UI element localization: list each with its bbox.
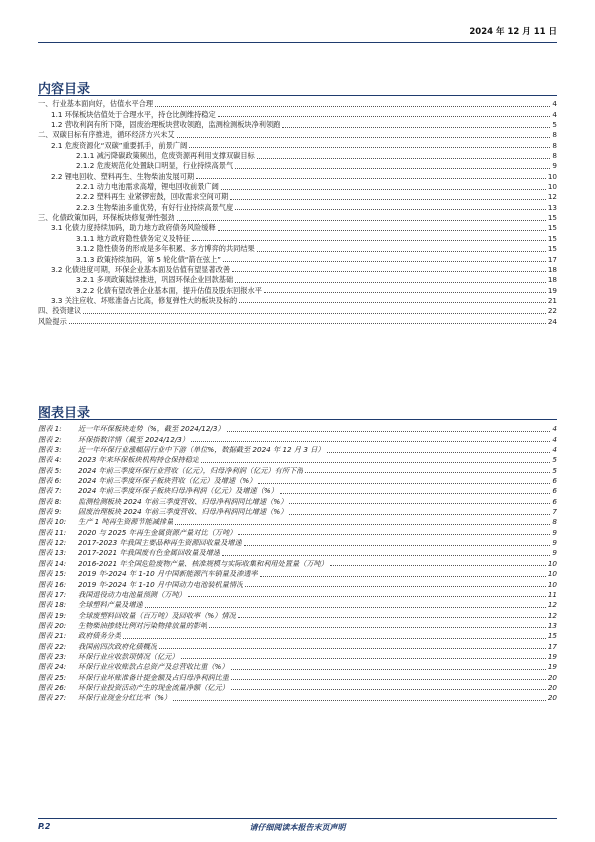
toc-entry-label: 3.3 关注应收、坏账准备占比高，修复弹性大的板块及标的 — [51, 295, 238, 305]
figure-caption: 2023 年来环保板块机构持仓保持稳定 — [78, 455, 200, 465]
toc-entry-label: 3.2 化债进度可期，环保企业基本面及估值有望显著改善 — [51, 264, 231, 274]
toc-page-number: 19 — [547, 651, 557, 661]
figure-entry[interactable] — [38, 455, 557, 465]
toc-page-number: 6 — [552, 486, 557, 496]
figure-caption: 2017-2021 年我国废有色金属回收量及增速 — [78, 548, 221, 558]
toc-entry-text — [76, 182, 219, 192]
toc-entry-text — [76, 255, 221, 265]
dot-leader — [209, 627, 545, 628]
toc-entry-text — [38, 317, 67, 327]
figure-entry[interactable] — [38, 641, 557, 651]
toc-entry-text — [38, 455, 199, 465]
toc-entry-text — [38, 642, 157, 652]
toc-entry[interactable] — [38, 306, 557, 316]
figure-caption: 2016-2021 年全国危险废物产量、核准规模与实际收集和利用处置量（万吨） — [78, 558, 328, 568]
figure-entry[interactable] — [38, 662, 557, 672]
figure-number: 图表 5: — [38, 465, 62, 475]
toc-entry-label: 3.1 化债力度持续加码，助力地方政府债务风险缓释 — [51, 223, 216, 233]
dot-leader — [280, 493, 551, 494]
dot-leader — [83, 313, 546, 314]
toc-page-number: 17 — [547, 641, 557, 651]
figure-caption: 固废治理板块 2024 年前三季度营收、归母净利润同比增速（%） — [78, 507, 288, 517]
toc-entry-text — [76, 161, 233, 171]
toc-entry-text — [51, 265, 230, 275]
toc-entry[interactable] — [38, 182, 557, 192]
figure-number: 图表 26: — [38, 682, 67, 692]
toc-entry[interactable] — [38, 99, 557, 109]
figure-number: 图表 12: — [38, 538, 67, 548]
figure-caption: 环保行业现金分红比率（%） — [78, 693, 172, 703]
toc-entry-text — [51, 110, 216, 120]
toc-entry-text — [38, 497, 287, 507]
figure-caption: 全球塑料产量及增速 — [78, 600, 143, 610]
figure-entry[interactable] — [38, 652, 557, 662]
report-date: 2024 年 12 月 11 日 — [469, 27, 557, 37]
figure-entry[interactable] — [38, 465, 557, 475]
toc-entry[interactable] — [38, 223, 557, 233]
toc-entry-text — [76, 286, 262, 296]
figure-entry[interactable] — [38, 569, 557, 579]
dot-leader — [289, 503, 550, 504]
dot-leader — [189, 147, 550, 148]
toc-page-number: 6 — [552, 496, 557, 506]
dot-leader — [231, 679, 546, 680]
toc-entry-label: 二、双碳目标有序推进，循环经济方兴未艾 — [38, 130, 175, 140]
toc-entry-label: 3.1.1 地方政府隐性债务定义及特征 — [76, 233, 191, 243]
dot-leader — [238, 617, 546, 618]
toc-entry[interactable] — [38, 192, 557, 202]
figure-caption: 环保行业投资活动产生的现金流量净额（亿元） — [78, 682, 229, 692]
toc-entry[interactable] — [38, 244, 557, 254]
toc-page-number: 9 — [552, 548, 557, 558]
toc-page-number: 15 — [547, 213, 557, 223]
toc-entry-label: 1.1 环保板块估值处于合理水平，持仓比例维持稳定 — [51, 109, 216, 119]
dot-leader — [235, 282, 546, 283]
toc-entry-label: 2.2.2 塑料再生 业紧锣密鼓，回收需求空间可期 — [76, 192, 229, 202]
toc-page-number: 13 — [547, 620, 557, 630]
figure-caption: 环保指数详情（截至 2024/12/3） — [78, 434, 190, 444]
toc-page-number: 10 — [547, 171, 557, 181]
figure-caption: 监测检测板块 2024 年前三季度营收、归母净利润同比增速（%） — [78, 496, 288, 506]
toc-entry-label: 2.1 危废资源化“双碳”重要抓手，前景广阔 — [51, 140, 188, 150]
toc-entry-label: 1.2 营收利润有所下降，固废治理板块营收领跑，监测检测板块净利领跑 — [51, 120, 281, 130]
toc-page-number: 5 — [552, 455, 557, 465]
toc-page-number: 19 — [547, 285, 557, 295]
toc-entry[interactable] — [38, 254, 557, 264]
figure-entry[interactable] — [38, 486, 557, 496]
toc-page-number: 8 — [552, 151, 557, 161]
dot-leader — [223, 261, 546, 262]
figure-caption: 我国退役动力电池量预测（万吨） — [78, 589, 186, 599]
dot-leader — [222, 555, 550, 556]
figure-entry[interactable] — [38, 610, 557, 620]
figure-number: 图表 19: — [38, 610, 67, 620]
toc-entry-text — [38, 476, 256, 486]
toc-entry[interactable] — [38, 202, 557, 212]
toc-entry[interactable] — [38, 296, 557, 306]
dot-leader — [191, 441, 550, 442]
toc-page-number: 15 — [547, 631, 557, 641]
toc-entry-text — [38, 99, 153, 109]
figure-caption: 2024 年前三季度环保行业营收（亿元），归母净利润（亿元）有所下滑 — [78, 465, 304, 475]
figure-number: 图表 27: — [38, 693, 67, 703]
figure-entry[interactable] — [38, 445, 557, 455]
toc-entry-text — [76, 151, 255, 161]
figure-entry[interactable] — [38, 558, 557, 568]
toc-entry-label: 2.2.1 动力电池需求高增，锂电回收前景广阔 — [76, 182, 219, 192]
figure-number: 图表 18: — [38, 600, 67, 610]
figure-entry[interactable] — [38, 683, 557, 693]
dot-leader — [231, 669, 546, 670]
dot-leader — [181, 658, 546, 659]
toc-entry-text — [38, 507, 287, 517]
toc-page-number: 20 — [547, 682, 557, 692]
toc-entry-label: 3.1.3 政策持续加码，第 5 轮化债“箭在弦上” — [76, 254, 221, 264]
toc-page-number: 9 — [552, 538, 557, 548]
figure-entry[interactable] — [38, 517, 557, 527]
toc-page-number: 20 — [547, 693, 557, 703]
dot-leader — [221, 189, 546, 190]
page-number: P.2 — [38, 822, 51, 831]
dot-leader — [177, 220, 546, 221]
dot-leader — [177, 137, 551, 138]
toc-page-number: 8 — [552, 140, 557, 150]
toc-entry[interactable] — [38, 213, 557, 223]
dot-leader — [257, 251, 546, 252]
dot-leader — [173, 700, 546, 701]
figure-caption: 2024 年前三季度环保子板块归母净利润（亿元）及增速（%） — [78, 486, 278, 496]
toc-page-number: 10 — [547, 182, 557, 192]
figure-number: 图表 11: — [38, 527, 67, 537]
toc-entry-text — [51, 141, 187, 151]
dot-leader — [289, 514, 550, 515]
figure-number: 图表 23: — [38, 651, 67, 661]
toc-entry-text — [38, 693, 171, 703]
toc-entry-text — [38, 424, 225, 434]
toc-page-number: 7 — [552, 507, 557, 517]
figure-number: 图表 21: — [38, 631, 67, 641]
toc-entry-text — [38, 559, 328, 569]
toc-entry[interactable] — [38, 171, 557, 181]
dot-leader — [330, 565, 546, 566]
dot-leader — [196, 178, 546, 179]
toc-entry-text — [38, 683, 229, 693]
toc-entry-text — [38, 486, 278, 496]
toc-entry-label: 2.2 锂电回收、塑料再生、生物柴油发展可期 — [51, 171, 195, 181]
figure-number: 图表 4: — [38, 455, 62, 465]
dot-leader — [235, 168, 550, 169]
figure-caption: 近一年环保行业涨幅居行业中下游（单位%，数据截至 2024 年 12 月 3 日） — [78, 445, 325, 455]
toc-entry[interactable] — [38, 316, 557, 326]
figure-number: 图表 3: — [38, 445, 62, 455]
figure-number: 图表 9: — [38, 507, 62, 517]
dot-leader — [69, 323, 546, 324]
figure-caption: 环保行业坏账准备计提金额及占归母净利润比重 — [78, 672, 229, 682]
toc-page-number: 6 — [552, 476, 557, 486]
toc-entry-text — [38, 306, 81, 316]
disclaimer-note: 请仔细阅读本报告末页声明 — [249, 823, 346, 832]
toc-entry-text — [38, 435, 189, 445]
dot-leader — [175, 524, 550, 525]
figure-entry[interactable] — [38, 631, 557, 641]
page-footer — [38, 818, 557, 835]
toc-entry-label: 3.2.1 多项政策陆续推进，巩固环保企业回款基础 — [76, 275, 234, 285]
toc-entry-text — [38, 569, 258, 579]
dot-leader — [260, 576, 546, 577]
toc-page-number: 9 — [552, 161, 557, 171]
dot-leader — [218, 116, 551, 117]
toc-entry-text — [38, 580, 243, 590]
toc-entry[interactable] — [38, 151, 557, 161]
toc-entry-text — [51, 223, 216, 233]
toc-entry-text — [76, 203, 233, 213]
toc-entry-label: 3.2.2 化债有望改善企业基本面，提升估值及股东回报水平 — [76, 285, 262, 295]
toc-page-number: 18 — [547, 264, 557, 274]
toc-entry-text — [51, 296, 237, 306]
toc-entry-text — [38, 631, 121, 641]
dot-leader — [218, 230, 546, 231]
dot-leader — [188, 596, 546, 597]
dot-leader — [282, 127, 550, 128]
toc-entry-text — [38, 611, 236, 621]
toc-entry-text — [38, 213, 175, 223]
toc-page-number: 4 — [552, 424, 557, 434]
toc-entry-text — [38, 445, 325, 455]
toc-entry-text — [38, 466, 303, 476]
figure-number: 图表 14: — [38, 558, 67, 568]
dot-leader — [245, 586, 546, 587]
figure-caption: 近一年环保板块走势（%，截至 2024/12/3） — [78, 424, 225, 434]
toc-page-number: 9 — [552, 527, 557, 537]
toc-entry-text — [38, 538, 242, 548]
figure-caption: 生产 1 吨再生资源节能减排量 — [78, 517, 174, 527]
figure-entry[interactable] — [38, 538, 557, 548]
toc-page-number: 12 — [547, 610, 557, 620]
dot-leader — [201, 462, 550, 463]
figure-number: 图表 10: — [38, 517, 67, 527]
dot-leader — [264, 292, 546, 293]
toc-page-number: 4 — [552, 109, 557, 119]
figure-entry[interactable] — [38, 579, 557, 589]
toc-page-number: 15 — [547, 223, 557, 233]
dot-leader — [327, 452, 551, 453]
dot-leader — [155, 106, 550, 107]
toc-entry[interactable] — [38, 275, 557, 285]
toc-entry-text — [76, 244, 255, 254]
toc-page-number: 12 — [547, 192, 557, 202]
figure-entry[interactable] — [38, 600, 557, 610]
toc-page-number: 15 — [547, 233, 557, 243]
toc-entry[interactable] — [38, 140, 557, 150]
dot-leader — [123, 638, 546, 639]
toc-entry[interactable] — [38, 161, 557, 171]
toc-page-number: 4 — [552, 99, 557, 109]
figures-title: 图表目录 — [38, 406, 91, 421]
dot-leader — [244, 545, 551, 546]
toc-entry[interactable] — [38, 109, 557, 119]
toc-entry[interactable] — [38, 130, 557, 140]
toc-page-number: 13 — [547, 202, 557, 212]
figure-number: 图表 13: — [38, 548, 67, 558]
toc-page-number: 11 — [547, 589, 557, 599]
toc-entry-label: 2.1.2 危废规范化处置缺口明显，行业持续高景气 — [76, 161, 234, 171]
table-of-contents — [38, 99, 557, 327]
figure-number: 图表 6: — [38, 476, 62, 486]
toc-page-number: 10 — [547, 569, 557, 579]
toc-entry-label: 风险提示 — [38, 316, 67, 326]
figures-title-rule — [38, 419, 557, 420]
toc-entry-text — [76, 275, 233, 285]
toc-entry-text — [51, 120, 280, 130]
toc-entry-text — [76, 234, 190, 244]
figure-entry[interactable] — [38, 621, 557, 631]
dot-leader — [192, 240, 546, 241]
figure-caption: 2019 年-2024 年 1-10 月中国动力电池装机量情况 — [78, 579, 244, 589]
figure-caption: 我国前四次政府化债概况 — [78, 641, 158, 651]
dot-leader — [238, 534, 550, 535]
toc-entry-text — [38, 528, 236, 538]
toc-entry-text — [51, 172, 194, 182]
figure-number: 图表 15: — [38, 569, 67, 579]
figure-caption: 政府债务分类 — [78, 631, 122, 641]
dot-leader — [232, 271, 546, 272]
figure-entry[interactable] — [38, 590, 557, 600]
figure-number: 图表 8: — [38, 496, 62, 506]
figure-entry[interactable] — [38, 434, 557, 444]
figure-caption: 环保行业应收款项情况（亿元） — [78, 651, 179, 661]
toc-page-number: 22 — [547, 306, 557, 316]
toc-entry-label: 一、行业基本面向好，估值水平合理 — [38, 99, 154, 109]
figure-number: 图表 7: — [38, 486, 62, 496]
toc-page-number: 12 — [547, 600, 557, 610]
figure-number: 图表 20: — [38, 620, 67, 630]
figure-number: 图表 22: — [38, 641, 67, 651]
toc-entry-text — [38, 590, 186, 600]
dot-leader — [235, 209, 546, 210]
toc-page-number: 21 — [547, 295, 557, 305]
toc-entry-label: 2.1.1 减污降碳政策频出，危废资源再利用支撑双碳目标 — [76, 151, 255, 161]
figure-number: 图表 1: — [38, 424, 62, 434]
toc-entry-text — [38, 652, 179, 662]
toc-page-number: 4 — [552, 434, 557, 444]
toc-entry-text — [38, 673, 229, 683]
figure-number: 图表 2: — [38, 434, 62, 444]
figure-caption: 全球废塑料回收量（百万吨）及回收率（%）情况 — [78, 610, 236, 620]
figure-entry[interactable] — [38, 527, 557, 537]
dot-leader — [159, 648, 546, 649]
figure-number: 图表 24: — [38, 662, 67, 672]
contents-title: 内容目录 — [38, 82, 91, 97]
toc-entry[interactable] — [38, 120, 557, 130]
toc-page-number: 15 — [547, 244, 557, 254]
toc-entry-text — [38, 517, 173, 527]
toc-entry-text — [38, 662, 229, 672]
toc-page-number: 5 — [552, 120, 557, 130]
contents-title-rule — [38, 95, 557, 96]
list-of-figures — [38, 424, 557, 703]
toc-entry-text — [76, 192, 228, 202]
toc-entry-text — [38, 130, 175, 140]
dot-leader — [227, 431, 551, 432]
toc-entry[interactable] — [38, 265, 557, 275]
toc-entry-text — [38, 548, 220, 558]
toc-page-number: 24 — [547, 316, 557, 326]
dot-leader — [258, 483, 550, 484]
dot-leader — [231, 689, 546, 690]
figure-entry[interactable] — [38, 548, 557, 558]
figure-entry[interactable] — [38, 476, 557, 486]
toc-entry-label: 2.2.3 生物柴油多重优势，有好行业持续高景气度 — [76, 202, 234, 212]
toc-entry-label: 3.1.2 隐性债务的形成是多年积累、多方博弈的共同结果 — [76, 244, 255, 254]
toc-entry-text — [38, 600, 143, 610]
figure-caption: 生物柴油掺烧比例对污染物排放量的影响 — [78, 620, 208, 630]
toc-entry-text — [38, 621, 207, 631]
toc-page-number: 17 — [547, 254, 557, 264]
figure-entry[interactable] — [38, 424, 557, 434]
toc-page-number: 10 — [547, 579, 557, 589]
dot-leader — [145, 607, 546, 608]
toc-page-number: 4 — [552, 445, 557, 455]
figure-caption: 2020 与 2025 年再生金属资源产量对比（万吨） — [78, 527, 237, 537]
toc-entry[interactable] — [38, 285, 557, 295]
figure-number: 图表 25: — [38, 672, 67, 682]
figure-caption: 2024 年前三季度环保子板块营收（亿元）及增速（%） — [78, 476, 257, 486]
figure-caption: 2019 年-2024 年 1-10 月中国新能源汽车销量及渗透率 — [78, 569, 258, 579]
toc-page-number: 8 — [552, 517, 557, 527]
figure-entry[interactable] — [38, 693, 557, 703]
toc-entry[interactable] — [38, 233, 557, 243]
figure-entry[interactable] — [38, 672, 557, 682]
dot-leader — [305, 472, 550, 473]
toc-entry-label: 四、投资建议 — [38, 306, 82, 316]
page-header — [38, 24, 557, 43]
figure-number: 图表 16: — [38, 579, 67, 589]
dot-leader — [239, 302, 546, 303]
toc-page-number: 18 — [547, 275, 557, 285]
dot-leader — [230, 199, 546, 200]
toc-page-number: 20 — [547, 672, 557, 682]
figure-caption: 2017-2023 年我国主要品种再生资源回收量及增速 — [78, 538, 242, 548]
dot-leader — [257, 158, 551, 159]
figure-entry[interactable] — [38, 507, 557, 517]
toc-page-number: 5 — [552, 465, 557, 475]
figure-number: 图表 17: — [38, 589, 67, 599]
figure-entry[interactable] — [38, 496, 557, 506]
toc-page-number: 8 — [552, 130, 557, 140]
toc-page-number: 19 — [547, 662, 557, 672]
figure-caption: 环保行业应收账款占总资产及总营收比重（%） — [78, 662, 229, 672]
toc-entry-label: 三、化债政策加码，环保板块修复弹性强劲 — [38, 213, 175, 223]
toc-page-number: 10 — [547, 558, 557, 568]
